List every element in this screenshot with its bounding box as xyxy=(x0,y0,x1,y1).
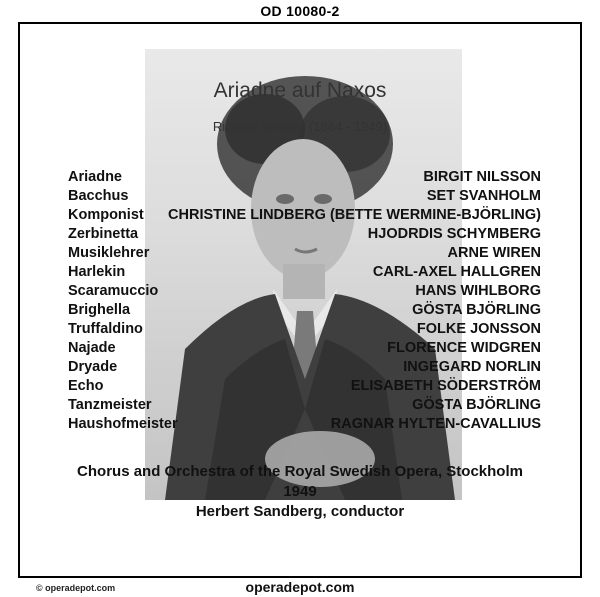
ensemble-line: Chorus and Orchestra of the Royal Swedish Opera, Stockholm xyxy=(77,463,523,480)
cast-row xyxy=(68,282,541,301)
cast-role: Harlekin xyxy=(68,264,126,280)
cast-role: Bacchus xyxy=(68,188,129,204)
cast-singer: RAGNAR HYLTEN-CAVALLIUS xyxy=(330,416,541,432)
catalog-number: OD 10080-2 xyxy=(260,3,340,19)
cast-row xyxy=(68,263,541,282)
cast-row xyxy=(68,225,541,244)
cast-singer: SET SVANHOLM xyxy=(426,188,541,204)
cast-role: Dryade xyxy=(68,359,118,375)
year-line: 1949 xyxy=(283,483,317,500)
copyright-notice: © operadepot.com xyxy=(36,583,116,593)
conductor-line: Herbert Sandberg, conductor xyxy=(195,503,405,520)
cast-list xyxy=(68,168,541,434)
cast-row xyxy=(68,301,541,320)
cast-role: Zerbinetta xyxy=(68,226,139,242)
cast-row xyxy=(68,339,541,358)
cast-role: Haushofmeister xyxy=(68,416,178,432)
cast-role: Brighella xyxy=(68,302,131,318)
cast-singer: CARL-AXEL HALLGREN xyxy=(372,264,541,280)
cast-singer: ELISABETH SÖDERSTRÖM xyxy=(350,378,541,394)
cast-singer: FLORENCE WIDGREN xyxy=(387,340,541,356)
cast-role: Tanzmeister xyxy=(68,397,152,413)
website-label: operadepot.com xyxy=(245,579,355,595)
cast-role: Echo xyxy=(68,378,104,394)
cast-role: Musiklehrer xyxy=(68,245,150,261)
composer-line: Richard Strauss (1864 - 1949) xyxy=(212,119,388,134)
cast-row xyxy=(68,396,541,415)
cast-row xyxy=(68,244,541,263)
opera-title: Ariadne auf Naxos xyxy=(213,79,387,102)
cast-row xyxy=(68,168,541,187)
cast-row xyxy=(68,320,541,339)
cast-role: Komponist xyxy=(68,207,144,223)
cast-row xyxy=(68,206,541,225)
cast-row xyxy=(68,358,541,377)
cast-singer: HJODRDIS SCHYMBERG xyxy=(367,226,541,242)
cast-role: Ariadne xyxy=(68,169,122,185)
cast-singer: BIRGIT NILSSON xyxy=(423,169,541,185)
cast-singer: ARNE WIREN xyxy=(447,245,541,261)
cast-singer: HANS WIHLBORG xyxy=(415,283,541,299)
cast-singer: GÖSTA BJÖRLING xyxy=(412,397,541,413)
cast-role: Scaramuccio xyxy=(68,283,159,299)
cast-singer: GÖSTA BJÖRLING xyxy=(412,302,541,318)
cast-singer: INGEGARD NORLIN xyxy=(403,359,541,375)
cast-row xyxy=(68,415,541,434)
cast-role: Truffaldino xyxy=(68,321,143,337)
cast-singer: CHRISTINE LINDBERG (BETTE WERMINE-BJÖRLING) xyxy=(168,207,541,223)
cast-row xyxy=(68,377,541,396)
cast-row xyxy=(68,187,541,206)
cast-role: Najade xyxy=(68,340,116,356)
recording-credits xyxy=(0,462,600,522)
cast-singer: FOLKE JONSSON xyxy=(416,321,541,337)
